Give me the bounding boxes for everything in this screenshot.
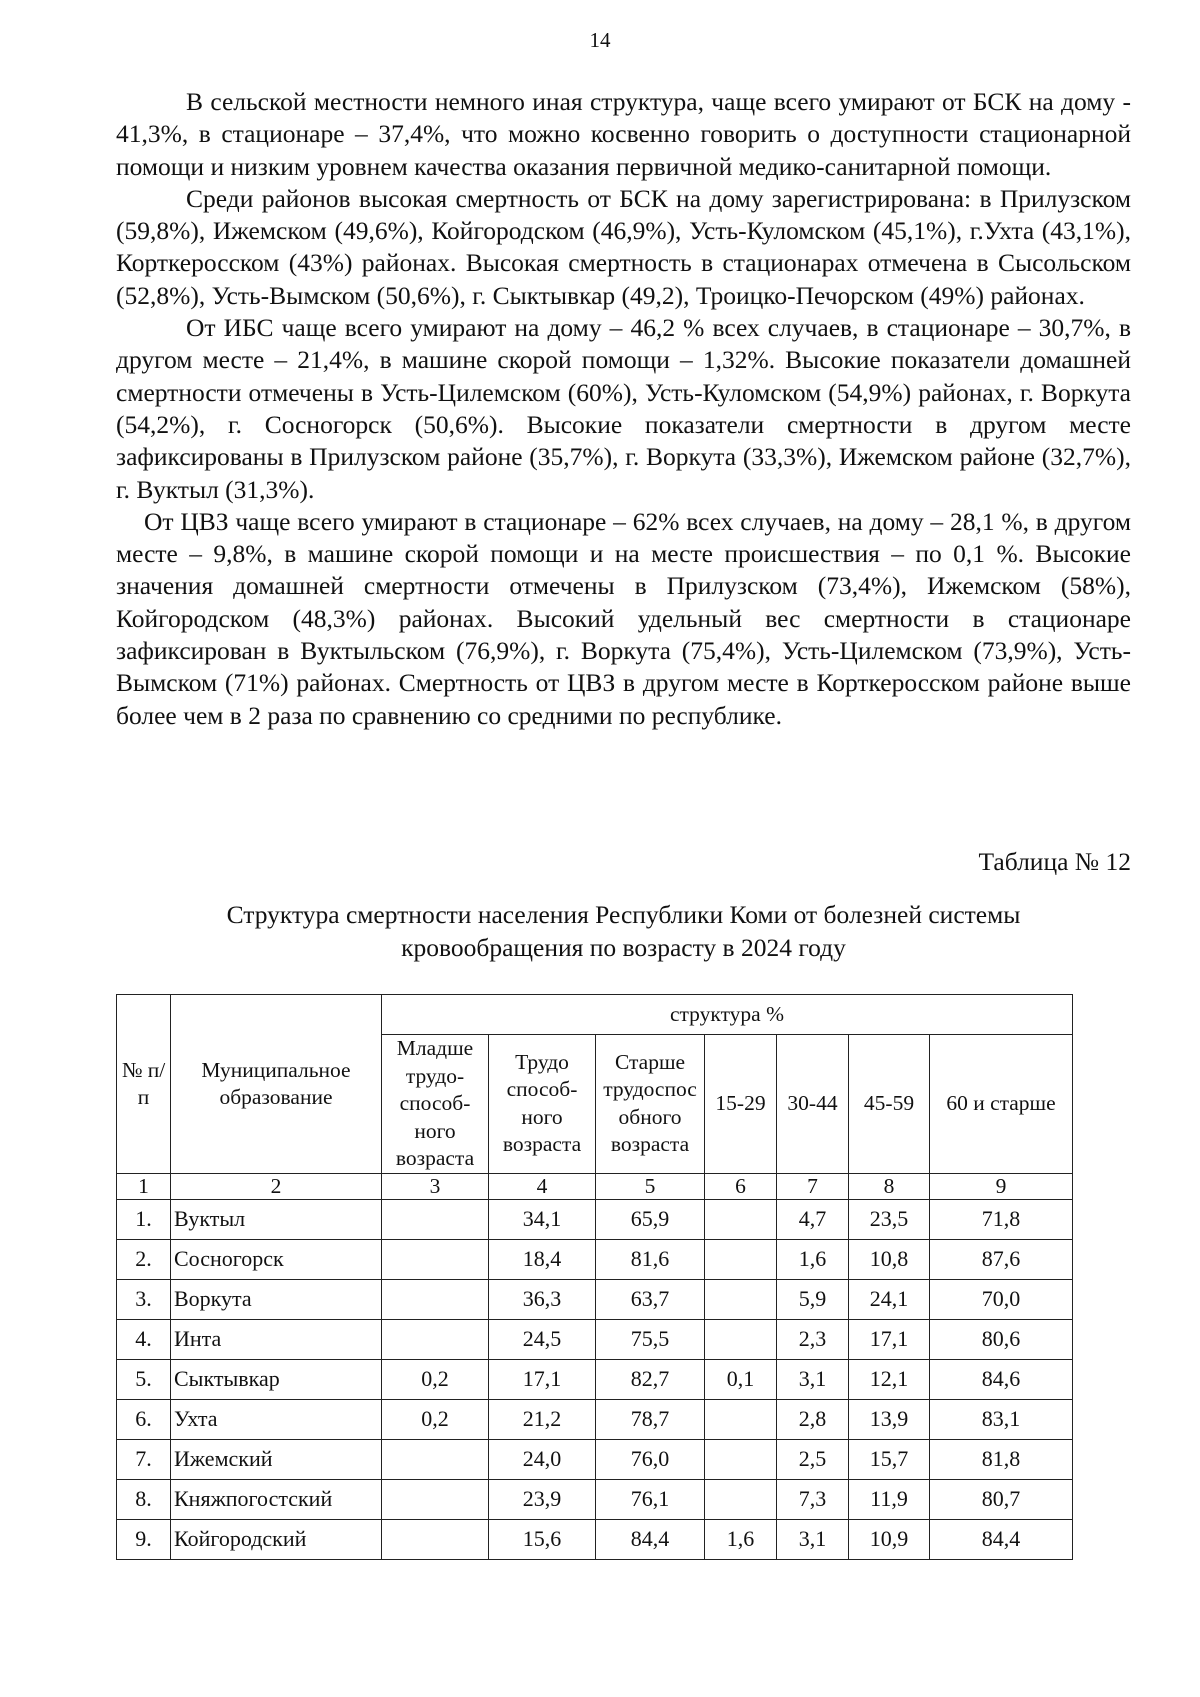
working-value: 24,5 — [489, 1319, 596, 1359]
row-number: 8. — [117, 1479, 171, 1519]
table-row — [117, 1319, 1073, 1359]
table-row — [117, 1479, 1073, 1519]
younger-value — [382, 1479, 489, 1519]
age-60-plus-value: 81,8 — [930, 1439, 1073, 1479]
working-value: 34,1 — [489, 1199, 596, 1239]
older-value: 76,0 — [596, 1439, 705, 1479]
age-45-59-value: 13,9 — [849, 1399, 930, 1439]
age-60-plus-value: 83,1 — [930, 1399, 1073, 1439]
header-age-60-plus: 60 и старше — [930, 1035, 1073, 1174]
age-45-59-value: 23,5 — [849, 1199, 930, 1239]
age-30-44-value: 3,1 — [777, 1519, 849, 1559]
row-number: 6. — [117, 1399, 171, 1439]
municipality-name: Ухта — [171, 1399, 382, 1439]
age-30-44-value: 4,7 — [777, 1199, 849, 1239]
age-15-29-value — [705, 1439, 777, 1479]
paragraph: От ЦВЗ чаще всего умирают в стационаре – 62% всех случаев, на дому – 28,1 %, в другом месте – 9,8%, в машине скорой помощи и на месте происшествия – по 0,1 %. Высокие значения домашней смертности отмечены в Прилузском (73,4%), Ижемском (58%), Койгородском (48,3%) районах. Высокий удельный вес смертности в стационаре зафиксирован в Вуктыльском (76,9%), г. Воркута (75,4%), Усть-Цилемском (73,9%), Усть-Вымском (71%) районах. Смертность от ЦВЗ в другом месте в Корткеросском районе выше более чем в 2 раза по сравнению со средними по республике. — [116, 506, 1131, 730]
age-15-29-value — [705, 1239, 777, 1279]
column-number: 7 — [777, 1173, 849, 1199]
header-num: № п/п — [117, 995, 171, 1174]
age-45-59-value: 12,1 — [849, 1359, 930, 1399]
working-value: 21,2 — [489, 1399, 596, 1439]
page-number: 14 — [589, 28, 611, 52]
age-45-59-value: 11,9 — [849, 1479, 930, 1519]
header-working: Трудо способ-ного возраста — [489, 1035, 596, 1174]
table-title — [116, 898, 1131, 964]
column-number: 2 — [171, 1173, 382, 1199]
body-text — [116, 86, 1131, 732]
older-value: 78,7 — [596, 1399, 705, 1439]
working-value: 24,0 — [489, 1439, 596, 1479]
age-15-29-value — [705, 1399, 777, 1439]
table-row — [117, 1439, 1073, 1479]
age-45-59-value: 10,9 — [849, 1519, 930, 1559]
working-value: 15,6 — [489, 1519, 596, 1559]
age-15-29-value — [705, 1479, 777, 1519]
age-30-44-value: 5,9 — [777, 1279, 849, 1319]
row-number: 7. — [117, 1439, 171, 1479]
age-15-29-value: 0,1 — [705, 1359, 777, 1399]
older-value: 82,7 — [596, 1359, 705, 1399]
municipality-name: Вуктыл — [171, 1199, 382, 1239]
younger-value — [382, 1439, 489, 1479]
header-structure: структура % — [382, 995, 1073, 1035]
table-row — [117, 1359, 1073, 1399]
table-title-line: Структура смертности населения Республики Коми от болезней системы — [226, 900, 1021, 929]
paragraph: Среди районов высокая смертность от БСК на дому зарегистрирована: в Прилузском (59,8%), Ижемском (49,6%), Койгородском (46,9%), Усть-Куломском (45,1%), г.Ухта (43,1%), Корткеросском (43%) районах. Высокая смертность в стационарах отмечена в Сысольском (52,8%), Усть-Вымском (50,6%), г. Сыктывкар (49,2), Троицко-Печорском (49%) районах. — [116, 183, 1131, 310]
header-municipality: Муниципальное образование — [171, 995, 382, 1174]
row-number: 9. — [117, 1519, 171, 1559]
age-15-29-value — [705, 1319, 777, 1359]
younger-value — [382, 1239, 489, 1279]
age-60-plus-value: 70,0 — [930, 1279, 1073, 1319]
younger-value — [382, 1199, 489, 1239]
working-value: 36,3 — [489, 1279, 596, 1319]
older-value: 84,4 — [596, 1519, 705, 1559]
younger-value — [382, 1279, 489, 1319]
age-60-plus-value: 71,8 — [930, 1199, 1073, 1239]
age-30-44-value: 3,1 — [777, 1359, 849, 1399]
row-number: 4. — [117, 1319, 171, 1359]
paragraph: От ИБС чаще всего умирают на дому – 46,2 % всех случаев, в стационаре – 30,7%, в другом месте – 21,4%, в машине скорой помощи – 1,32%. Высокие показатели домашней смертности отмечены в Усть-Цилемском (60%), Усть-Куломском (54,9%) районах, г. Воркута (54,2%), г. Сосногорск (50,6%). Высокие показатели смертности в другом месте зафиксированы в Прилузском районе (35,7%), г. Воркута (33,3%), Ижемском районе (32,7%), г. Вуктыл (31,3%). — [116, 313, 1131, 504]
age-60-plus-value: 84,6 — [930, 1359, 1073, 1399]
older-value: 65,9 — [596, 1199, 705, 1239]
row-number: 1. — [117, 1199, 171, 1239]
municipality-name: Воркута — [171, 1279, 382, 1319]
header-age-30-44: 30-44 — [777, 1035, 849, 1174]
column-number: 6 — [705, 1173, 777, 1199]
table-row — [117, 1199, 1073, 1239]
municipality-name: Княжпогостский — [171, 1479, 382, 1519]
header-age-15-29: 15-29 — [705, 1035, 777, 1174]
age-45-59-value: 15,7 — [849, 1439, 930, 1479]
table-row — [117, 1239, 1073, 1279]
row-number: 2. — [117, 1239, 171, 1279]
column-number-row — [117, 1173, 1073, 1199]
younger-value — [382, 1519, 489, 1559]
table-row — [117, 1519, 1073, 1559]
working-value: 18,4 — [489, 1239, 596, 1279]
column-number: 9 — [930, 1173, 1073, 1199]
age-15-29-value: 1,6 — [705, 1519, 777, 1559]
column-number: 4 — [489, 1173, 596, 1199]
column-number: 3 — [382, 1173, 489, 1199]
table-title-line: кровообращения по возрасту в 2024 году — [401, 933, 846, 962]
age-30-44-value: 7,3 — [777, 1479, 849, 1519]
table-caption: Таблица № 12 — [978, 847, 1131, 876]
older-value: 63,7 — [596, 1279, 705, 1319]
column-number: 8 — [849, 1173, 930, 1199]
younger-value — [382, 1319, 489, 1359]
older-value: 76,1 — [596, 1479, 705, 1519]
age-45-59-value: 17,1 — [849, 1319, 930, 1359]
working-value: 23,9 — [489, 1479, 596, 1519]
age-60-plus-value: 80,7 — [930, 1479, 1073, 1519]
header-older: Старше трудоспос обного возраста — [596, 1035, 705, 1174]
column-number: 1 — [117, 1173, 171, 1199]
municipality-name: Койгородский — [171, 1519, 382, 1559]
header-younger: Младше трудо-способ-ного возраста — [382, 1035, 489, 1174]
older-value: 81,6 — [596, 1239, 705, 1279]
older-value: 75,5 — [596, 1319, 705, 1359]
age-30-44-value: 2,8 — [777, 1399, 849, 1439]
table-row — [117, 1279, 1073, 1319]
age-45-59-value: 24,1 — [849, 1279, 930, 1319]
age-45-59-value: 10,8 — [849, 1239, 930, 1279]
younger-value: 0,2 — [382, 1399, 489, 1439]
row-number: 5. — [117, 1359, 171, 1399]
age-15-29-value — [705, 1279, 777, 1319]
municipality-name: Сыктывкар — [171, 1359, 382, 1399]
younger-value: 0,2 — [382, 1359, 489, 1399]
row-number: 3. — [117, 1279, 171, 1319]
table-row — [117, 1399, 1073, 1439]
age-30-44-value: 1,6 — [777, 1239, 849, 1279]
municipality-name: Ижемский — [171, 1439, 382, 1479]
working-value: 17,1 — [489, 1359, 596, 1399]
column-number: 5 — [596, 1173, 705, 1199]
header-age-45-59: 45-59 — [849, 1035, 930, 1174]
age-30-44-value: 2,3 — [777, 1319, 849, 1359]
age-60-plus-value: 87,6 — [930, 1239, 1073, 1279]
age-15-29-value — [705, 1199, 777, 1239]
age-60-plus-value: 80,6 — [930, 1319, 1073, 1359]
age-30-44-value: 2,5 — [777, 1439, 849, 1479]
age-60-plus-value: 84,4 — [930, 1519, 1073, 1559]
municipality-name: Инта — [171, 1319, 382, 1359]
mortality-structure-table — [116, 994, 1073, 1560]
paragraph: В сельской местности немного иная структура, чаще всего умирают от БСК на дому - 41,3%, в стационаре – 37,4%, что можно косвенно говорить о доступности стационарной помощи и низким уровнем качества оказания первичной медико-санитарной помощи. — [116, 87, 1131, 181]
municipality-name: Сосногорск — [171, 1239, 382, 1279]
